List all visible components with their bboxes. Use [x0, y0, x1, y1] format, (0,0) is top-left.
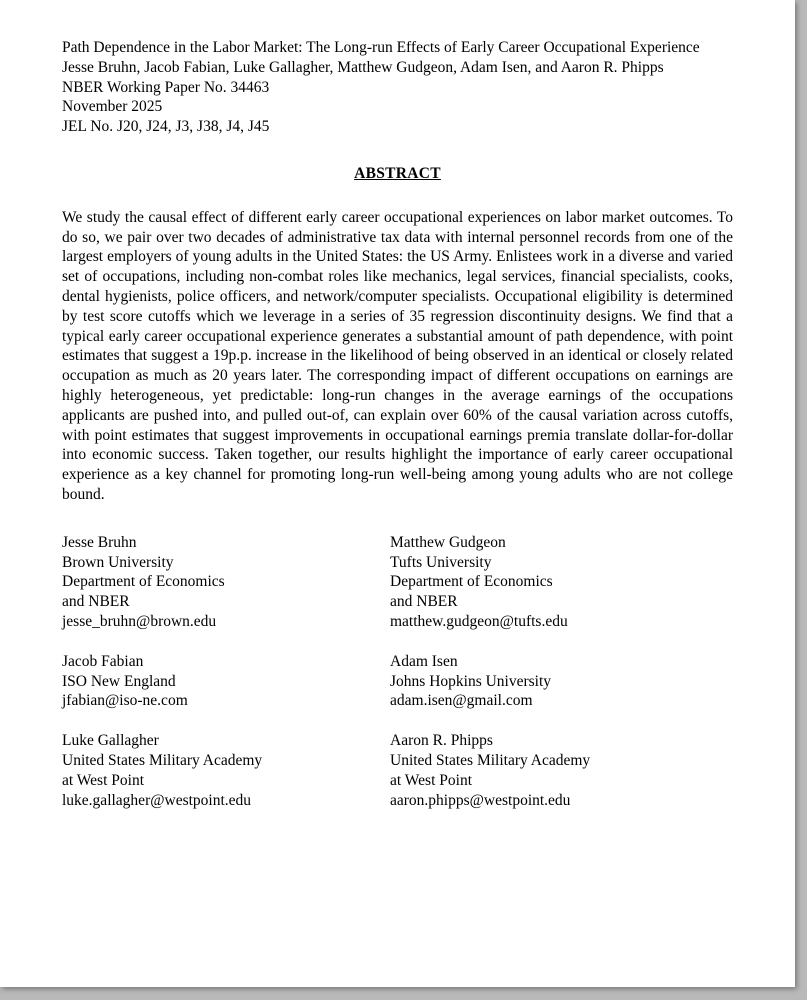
contact-email: aaron.phipps@westpoint.edu [390, 791, 571, 809]
paper-date: November 2025 [62, 98, 163, 116]
paper-authors: Jesse Bruhn, Jacob Fabian, Luke Gallagher, Matthew Gudgeon, Adam Isen, and Aaron R. Phipps [62, 58, 664, 76]
contact-block [62, 533, 390, 632]
abstract-heading-text: ABSTRACT [354, 164, 441, 182]
contact-block [390, 533, 733, 632]
contact-name: Jesse Bruhn [62, 533, 137, 551]
jel-codes: JEL No. J20, J24, J3, J38, J4, J45 [62, 118, 270, 136]
contact-affiliation-line: Department of Economics [390, 573, 553, 591]
contact-block [62, 731, 390, 810]
contact-affiliation-line: at West Point [390, 771, 472, 789]
paper-title: Path Dependence in the Labor Market: The Long-run Effects of Early Career Occupational Experience [62, 39, 700, 56]
contact-block [390, 652, 733, 711]
contacts-column-left [62, 533, 390, 831]
contacts-section [62, 533, 733, 831]
contact-name: Adam Isen [390, 652, 458, 670]
contact-affiliation-line: Brown University [62, 553, 174, 571]
paper-header [62, 38, 733, 137]
contact-affiliation-line: Tufts University [390, 553, 492, 571]
contact-name: Aaron R. Phipps [390, 732, 493, 750]
contact-affiliation-line: United States Military Academy [390, 751, 591, 769]
contact-affiliation-line: and NBER [390, 593, 458, 611]
contact-name: Jacob Fabian [62, 652, 144, 670]
contact-affiliation-line: ISO New England [62, 672, 176, 690]
contact-name: Matthew Gudgeon [390, 533, 506, 551]
abstract-heading [62, 164, 733, 184]
contact-email: adam.isen@gmail.com [390, 692, 533, 710]
contact-email: jfabian@iso-ne.com [62, 692, 188, 710]
contact-affiliation-line: at West Point [62, 771, 144, 789]
working-paper-number: NBER Working Paper No. 34463 [62, 78, 270, 96]
contact-block [390, 731, 733, 810]
contact-affiliation-line: United States Military Academy [62, 751, 263, 769]
contacts-column-right [390, 533, 733, 831]
abstract-text: We study the causal effect of different early career occupational experiences on labor market outcomes. To do so, we pair over two decades of administrative tax data with internal personnel records from one of the largest employers of young adults in the United States: the US Army. Enlistees work in a diverse and varied set of occupations, including non-combat roles like mechanics, legal services, financial specialists, cooks, dental hygienists, police officers, and network/computer specialists. Occupational eligibility is determined by test score cutoffs which we leverage in a series of 35 regression discontinuity designs. We find that a typical early career occupational experience generates a substantial amount of path dependence, with point estimates that suggest a 19p.p. increase in the likelihood of being observed in an identical or closely related occupation as much as 20 years later. The corresponding impact of different occupations on earnings are highly heterogeneous, yet predictable: long-run changes in the average earnings of the occupations applicants are pushed into, and pulled out-of, can explain over 60% of the causal variation across cutoffs, with point estimates that suggest improvements in occupational earnings premia translate dollar-for-dollar into economic success. Taken together, our results highlight the importance of early career occupational experience as a key channel for promoting long-run well-being among young adults who are not college bound. [62, 208, 733, 503]
contact-email: matthew.gudgeon@tufts.edu [390, 612, 568, 630]
contact-affiliation-line: Department of Economics [62, 573, 225, 591]
contact-block [62, 652, 390, 711]
contact-email: jesse_bruhn@brown.edu [62, 612, 217, 630]
contact-affiliation-line: Johns Hopkins University [390, 672, 552, 690]
contact-email: luke.gallagher@westpoint.edu [62, 791, 252, 809]
contact-name: Luke Gallagher [62, 732, 159, 750]
contact-affiliation-line: and NBER [62, 593, 130, 611]
